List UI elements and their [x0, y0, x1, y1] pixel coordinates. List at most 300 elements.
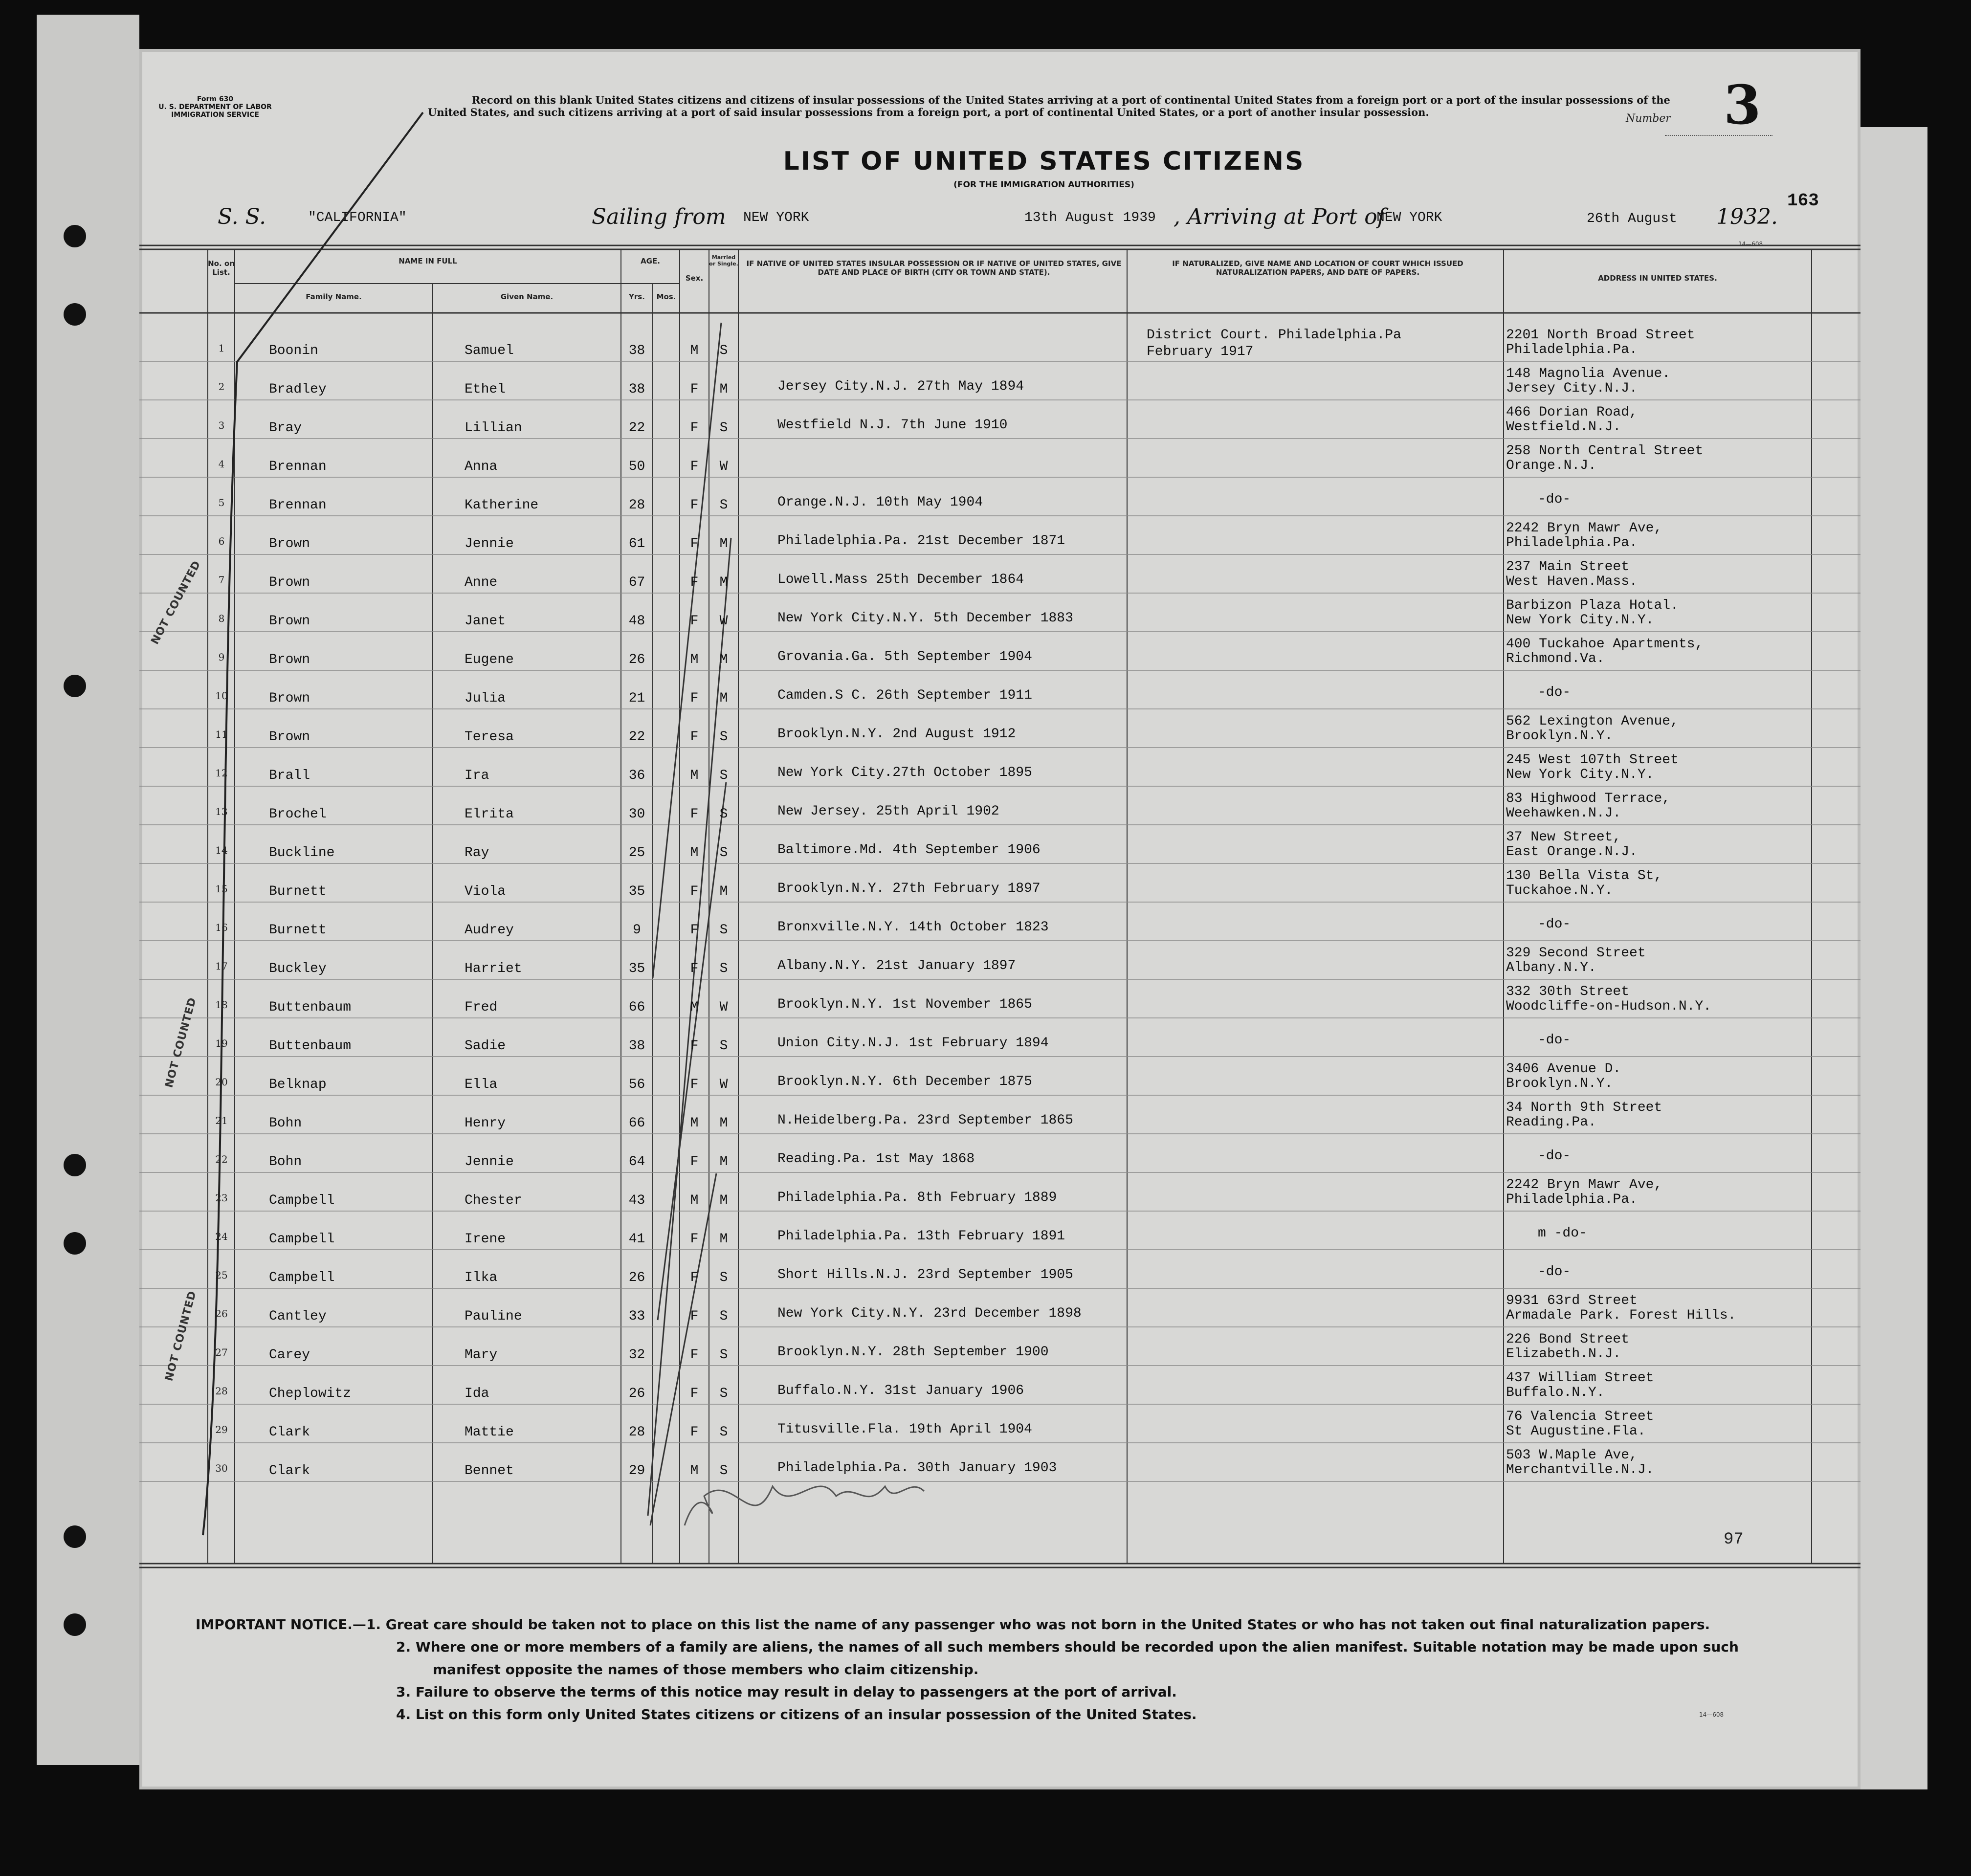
birth-place-date: Philadelphia.Pa. 8th February 1889	[777, 1190, 1057, 1205]
table-row	[139, 825, 1860, 863]
family-name: Boonin	[269, 343, 318, 358]
row-number: 21	[215, 1115, 228, 1126]
row-number: 17	[215, 960, 228, 972]
row-number: 13	[215, 806, 228, 817]
table-row	[139, 1134, 1860, 1172]
given-name: Ella	[465, 1077, 498, 1092]
col-name: NAME IN FULL	[399, 257, 457, 265]
family-name: Brennan	[269, 459, 327, 474]
table-row	[139, 361, 1860, 400]
birth-place-date: Camden.S C. 26th September 1911	[777, 688, 1032, 703]
address-line-2: Reading.Pa.	[1506, 1115, 1596, 1130]
given-name: Ilka	[465, 1270, 498, 1285]
family-name: Bohn	[269, 1154, 302, 1170]
marital-status: S	[719, 923, 728, 938]
address-line-1: 9931 63rd Street	[1506, 1293, 1638, 1308]
sailing-label: Sailing from	[592, 204, 726, 229]
age-years: 56	[628, 1077, 645, 1092]
table-row	[139, 1095, 1860, 1134]
given-name: Samuel	[465, 343, 514, 358]
table-row	[139, 670, 1860, 709]
service: IMMIGRATION SERVICE	[171, 111, 259, 119]
birth-place-date: Lowell.Mass 25th December 1864	[777, 572, 1024, 587]
marital-status: S	[719, 343, 728, 358]
address-line-1: 258 North Central Street	[1506, 443, 1704, 459]
address-line-1: 148 Magnolia Avenue.	[1506, 366, 1671, 381]
age-years: 22	[628, 420, 645, 436]
marital-status: S	[719, 961, 728, 976]
birth-place-date: New York City.N.Y. 5th December 1883	[777, 611, 1073, 626]
table-row	[139, 593, 1860, 632]
family-name: Brown	[269, 614, 310, 629]
sex: F	[690, 884, 699, 899]
marital-status: S	[719, 768, 728, 783]
address-line-1: 34 North 9th Street	[1506, 1100, 1662, 1115]
marital-status: S	[719, 1038, 728, 1054]
family-name: Clark	[269, 1463, 310, 1479]
address-line-1: 437 William Street	[1506, 1370, 1654, 1386]
notice-item-3: 3. Failure to observe the terms of this notice may result in delay to passengers at the port of arrival.	[396, 1684, 1177, 1700]
given-name: Henry	[465, 1116, 506, 1131]
age-years: 35	[628, 884, 645, 899]
birth-place-date: N.Heidelberg.Pa. 23rd September 1865	[777, 1113, 1073, 1128]
address-line-2: Armadale Park. Forest Hills.	[1506, 1308, 1736, 1323]
row-number: 25	[215, 1269, 228, 1281]
address-line-2: Weehawken.N.J.	[1506, 806, 1621, 821]
family-name: Campbell	[269, 1193, 335, 1208]
marital-status: S	[719, 1425, 728, 1440]
birth-place-date: New York City.27th October 1895	[777, 765, 1032, 780]
naturalization-date: February 1917	[1147, 344, 1254, 359]
birth-place-date: Philadelphia.Pa. 30th January 1903	[777, 1460, 1057, 1476]
family-name: Bray	[269, 420, 302, 436]
form-code-bottom: 14—608	[1699, 1711, 1724, 1718]
age-years: 21	[628, 691, 645, 706]
table-row	[139, 748, 1860, 786]
table-row	[139, 1057, 1860, 1095]
birth-place-date: Short Hills.N.J. 23rd September 1905	[777, 1267, 1073, 1282]
row-number: 7	[218, 574, 225, 586]
table-row	[139, 1250, 1860, 1288]
sex: F	[690, 691, 699, 706]
birth-place-date: Jersey City.N.J. 27th May 1894	[777, 379, 1024, 394]
address-line-1: Barbizon Plaza Hotal.	[1506, 598, 1679, 613]
marital-status: S	[719, 729, 728, 745]
col-marital: Married or Single.	[709, 254, 738, 267]
address-line-1: 466 Dorian Road,	[1506, 405, 1638, 420]
marital-status: W	[719, 614, 728, 629]
row-number: 23	[215, 1192, 228, 1204]
marital-status: M	[719, 1232, 728, 1247]
notice-item-2: 2. Where one or more members of a family are aliens, the names of all such members should be recorded upon the alien manifest. Suitable notation may be made upon such	[396, 1639, 1739, 1655]
ship-name: "CALIFORNIA"	[308, 210, 407, 225]
age-years: 28	[628, 1425, 645, 1440]
family-name: Bohn	[269, 1116, 302, 1131]
age-years: 67	[628, 575, 645, 590]
tally: 97	[1724, 1530, 1744, 1549]
family-name: Carey	[269, 1347, 310, 1363]
given-name: Sadie	[465, 1038, 506, 1054]
row-number: 3	[218, 419, 225, 431]
address-line-2: New York City.N.Y.	[1506, 767, 1654, 782]
given-name: Katherine	[465, 498, 539, 513]
birth-place-date: Titusville.Fla. 19th April 1904	[777, 1422, 1032, 1437]
given-name: Elrita	[465, 807, 514, 822]
given-name: Bennet	[465, 1463, 514, 1479]
marital-status: M	[719, 884, 728, 899]
table-row	[139, 477, 1860, 516]
given-name: Ida	[465, 1386, 489, 1401]
age-years: 38	[628, 1038, 645, 1054]
age-years: 22	[628, 729, 645, 745]
age-years: 28	[628, 498, 645, 513]
marital-status: W	[719, 1000, 728, 1015]
age-years: 66	[628, 1000, 645, 1015]
family-name: Buttenbaum	[269, 1038, 352, 1054]
given-name: Julia	[465, 691, 506, 706]
marital-status: S	[719, 1270, 728, 1285]
age-years: 35	[628, 961, 645, 976]
sex: F	[690, 729, 699, 745]
address-line-2: Elizabeth.N.J.	[1506, 1346, 1621, 1362]
given-name: Audrey	[465, 923, 514, 938]
address-line-1: 76 Valencia Street	[1506, 1409, 1654, 1424]
age-years: 26	[628, 1270, 645, 1285]
address-line-2: Brooklyn.N.Y.	[1506, 1076, 1613, 1091]
given-name: Teresa	[465, 729, 514, 745]
birth-place-date: New York City.N.Y. 23rd December 1898	[777, 1306, 1082, 1321]
given-name: Mary	[465, 1347, 498, 1363]
arriving-port: NEW YORK	[1376, 210, 1442, 225]
arriving-year: 1932.	[1716, 204, 1778, 229]
table-row	[139, 554, 1860, 593]
number-label: Number	[1626, 112, 1671, 125]
table-row	[139, 1211, 1860, 1250]
marital-status: M	[719, 1193, 728, 1208]
col-no: No. on List.	[208, 259, 235, 277]
row-number: 22	[215, 1153, 228, 1165]
birth-place-date: Grovania.Ga. 5th September 1904	[777, 649, 1032, 664]
birth-place-date: Buffalo.N.Y. 31st January 1906	[777, 1383, 1024, 1398]
address-line-2: -do-	[1538, 1033, 1571, 1048]
address-line-2: West Haven.Mass.	[1506, 574, 1638, 589]
sex: F	[690, 1386, 699, 1401]
age-years: 38	[628, 382, 645, 397]
given-name: Mattie	[465, 1425, 514, 1440]
family-name: Belknap	[269, 1077, 327, 1092]
sex: F	[690, 1270, 699, 1285]
address-line-2: Woodcliffe-on-Hudson.N.Y.	[1506, 999, 1712, 1014]
birth-place-date: Baltimore.Md. 4th September 1906	[777, 842, 1041, 858]
col-sex: Sex.	[685, 274, 704, 283]
given-name: Jennie	[465, 1154, 514, 1170]
row-number: 4	[218, 458, 225, 470]
marital-status: W	[719, 1077, 728, 1092]
table-row	[139, 786, 1860, 825]
address-line-2: Merchantville.N.J.	[1506, 1462, 1654, 1478]
manifest-page	[139, 49, 1860, 1789]
address-line-2: m -do-	[1538, 1226, 1587, 1241]
row-number: 6	[218, 535, 225, 547]
marital-status: S	[719, 1463, 728, 1479]
address-line-2: Orange.N.J.	[1506, 458, 1596, 473]
family-name: Buckley	[269, 961, 327, 976]
col-mos: Mos.	[656, 292, 676, 301]
sex: F	[690, 420, 699, 436]
arriving-label: , Arriving at Port of	[1174, 204, 1385, 229]
table-row	[139, 1366, 1860, 1404]
binder-hole	[64, 225, 86, 247]
age-years: 50	[628, 459, 645, 474]
family-name: Brown	[269, 575, 310, 590]
family-name: Brown	[269, 729, 310, 745]
sex: F	[690, 382, 699, 397]
family-name: Cantley	[269, 1309, 327, 1324]
given-name: Ethel	[465, 382, 506, 397]
notice-item-1: —1. Great care should be taken not to place on this list the name of any passenger who was not born in the United States or who has not taken out final naturalization papers.	[352, 1616, 1710, 1633]
row-number: 16	[215, 922, 228, 933]
address-line-1: 37 New Street,	[1506, 830, 1621, 845]
sex: F	[690, 1347, 699, 1363]
family-name: Buckline	[269, 845, 335, 861]
birth-place-date: Philadelphia.Pa. 13th February 1891	[777, 1229, 1065, 1244]
family-name: Brochel	[269, 807, 327, 822]
instructions-text: Record on this blank United States citizens and citizens of insular possessions of the United States arriving at a port of continental United States from a foreign port or a port of the insular possessions of the United States, and such citizens arriving at a port of said insular possessions from a foreign port, a port of continental United States, or a port of another insular possession.	[428, 94, 1670, 118]
address-line-2: Philadelphia.Pa.	[1506, 535, 1638, 551]
sheet-number: 3	[1724, 73, 1761, 136]
col-naturalized: IF NATURALIZED, GIVE NAME AND LOCATION OF COURT WHICH ISSUED NATURALIZATION PAPERS, AND DATE OF PAPERS.	[1172, 259, 1463, 277]
notice-item-4: 4. List on this form only United States citizens or citizens of an insular possession of the United States.	[396, 1706, 1197, 1722]
given-name: Eugene	[465, 652, 514, 667]
row-number: 30	[215, 1462, 228, 1474]
sex: F	[690, 1077, 699, 1092]
given-name: Ira	[465, 768, 489, 783]
family-name: Buttenbaum	[269, 1000, 352, 1015]
address-line-2: Richmond.Va.	[1506, 651, 1605, 666]
family-name: Bradley	[269, 382, 327, 397]
marital-status: M	[719, 1154, 728, 1170]
address-line-1: 329 Second Street	[1506, 946, 1646, 961]
address-line-2: Buffalo.N.Y.	[1506, 1385, 1605, 1400]
address-line-1: 226 Bond Street	[1506, 1332, 1630, 1347]
row-number: 26	[215, 1308, 228, 1320]
address-line-2: Albany.N.Y.	[1506, 960, 1596, 975]
sex: M	[690, 768, 699, 783]
sex: F	[690, 614, 699, 629]
arriving-date: 26th August	[1587, 211, 1677, 226]
address-line-1: 237 Main Street	[1506, 559, 1630, 574]
given-name: Irene	[465, 1232, 506, 1247]
address-line-2: Westfield.N.J.	[1506, 419, 1621, 435]
marital-status: M	[719, 691, 728, 706]
col-family: Family Name.	[306, 292, 362, 301]
table-row	[139, 979, 1860, 1018]
age-years: 9	[633, 923, 641, 938]
sex: M	[690, 845, 699, 861]
table-row	[139, 709, 1860, 748]
age-years: 33	[628, 1309, 645, 1324]
important-notice	[196, 1613, 1858, 1726]
birth-place-date: Albany.N.Y. 21st January 1897	[777, 958, 1016, 973]
sex: F	[690, 459, 699, 474]
row-number: 10	[215, 690, 228, 702]
address-line-1: 503 W.Maple Ave,	[1506, 1448, 1638, 1463]
age-years: 30	[628, 807, 645, 822]
row-number: 19	[215, 1037, 228, 1049]
page-stamp: 163	[1787, 191, 1819, 211]
age-years: 43	[628, 1193, 645, 1208]
birth-place-date: Brooklyn.N.Y. 1st November 1865	[777, 997, 1032, 1012]
given-name: Janet	[465, 614, 506, 629]
address-line-1: 332 30th Street	[1506, 984, 1630, 999]
given-name: Fred	[465, 1000, 498, 1015]
table-row	[139, 863, 1860, 902]
address-line-2: Brooklyn.N.Y.	[1506, 728, 1613, 744]
family-name: Brall	[269, 768, 310, 783]
binder-hole	[64, 675, 86, 697]
row-number: 14	[215, 844, 228, 856]
address-line-2: Philadelphia.Pa.	[1506, 1192, 1638, 1207]
table-row	[139, 1288, 1860, 1327]
address-line-2: St Augustine.Fla.	[1506, 1424, 1646, 1439]
age-years: 61	[628, 536, 645, 552]
family-name: Brown	[269, 536, 310, 552]
table-row	[139, 1327, 1860, 1366]
row-number: 1	[218, 342, 225, 354]
page-subtitle: (FOR THE IMMIGRATION AUTHORITIES)	[953, 180, 1134, 190]
family-name: Brown	[269, 652, 310, 667]
address-line-1: 83 Highwood Terrace,	[1506, 791, 1671, 806]
sex: F	[690, 1425, 699, 1440]
table-row	[139, 400, 1860, 439]
birth-place-date: New Jersey. 25th April 1902	[777, 804, 999, 819]
birth-place-date: Orange.N.J. 10th May 1904	[777, 495, 983, 510]
address-line-2: East Orange.N.J.	[1506, 844, 1638, 860]
address-line-2: -do-	[1538, 917, 1571, 932]
age-years: 64	[628, 1154, 645, 1170]
marital-status: S	[719, 845, 728, 861]
table-row	[139, 1018, 1860, 1057]
given-name: Pauline	[465, 1309, 522, 1324]
sailing-date: 13th August 1939	[1024, 210, 1156, 225]
marital-status: M	[719, 1116, 728, 1131]
birth-place-date: Union City.N.J. 1st February 1894	[777, 1036, 1049, 1051]
sex: F	[690, 1038, 699, 1054]
address-line-2: -do-	[1538, 685, 1571, 700]
col-birth: IF NATIVE OF UNITED STATES INSULAR POSSESSION OR IF NATIVE OF UNITED STATES, GIVE DATE AND PLACE OF BIRTH (CITY OR TOWN AND STATE).	[746, 259, 1122, 277]
given-name: Jennie	[465, 536, 514, 552]
marital-status: M	[719, 536, 728, 552]
naturalization-court: District Court. Philadelphia.Pa	[1147, 328, 1401, 343]
col-given: Given Name.	[500, 292, 554, 301]
sex: F	[690, 575, 699, 590]
age-years: 32	[628, 1347, 645, 1363]
binder-hole	[64, 1232, 86, 1255]
table-row	[139, 516, 1860, 554]
sex: F	[690, 1232, 699, 1247]
family-name: Cheplowitz	[269, 1386, 352, 1401]
notice-line-1	[196, 1613, 1858, 1636]
sex: F	[690, 498, 699, 513]
table-row	[139, 323, 1860, 361]
table-row	[139, 439, 1860, 477]
row-number: 15	[215, 883, 228, 895]
row-number: 2	[218, 381, 225, 393]
table-row	[139, 632, 1860, 670]
binder-hole	[64, 1613, 86, 1636]
binder-hole	[64, 303, 86, 326]
age-years: 48	[628, 614, 645, 629]
address-line-2: -do-	[1538, 1148, 1571, 1164]
row-number: 28	[215, 1385, 228, 1397]
given-name: Lillian	[465, 420, 522, 436]
age-years: 38	[628, 343, 645, 358]
given-name: Harriet	[465, 961, 522, 976]
family-name: Burnett	[269, 923, 327, 938]
age-years: 26	[628, 652, 645, 667]
sex: M	[690, 652, 699, 667]
family-name: Brown	[269, 691, 310, 706]
binder-hole	[64, 1525, 86, 1548]
sex: F	[690, 1154, 699, 1170]
row-number: 18	[215, 999, 228, 1011]
birth-place-date: Philadelphia.Pa. 21st December 1871	[777, 533, 1065, 549]
not-counted-stamp: NOT COUNTED	[163, 1289, 199, 1383]
sex: M	[690, 1463, 699, 1479]
family-name: Campbell	[269, 1232, 335, 1247]
row-number: 24	[215, 1231, 228, 1242]
sex: M	[690, 343, 699, 358]
sex: M	[690, 1193, 699, 1208]
sex: M	[690, 1000, 699, 1015]
marital-status: S	[719, 420, 728, 436]
marital-status: S	[719, 807, 728, 822]
left-paper-edge	[37, 15, 139, 1765]
marital-status: M	[719, 575, 728, 590]
row-number: 5	[218, 497, 225, 508]
table-row	[139, 1172, 1860, 1211]
age-years: 66	[628, 1116, 645, 1131]
address-line-2: -do-	[1538, 492, 1571, 507]
ss-label: S. S.	[218, 204, 266, 229]
sex: F	[690, 1309, 699, 1324]
sex: F	[690, 923, 699, 938]
binder-hole	[64, 1154, 86, 1176]
address-line-1: 130 Bella Vista St,	[1506, 868, 1662, 883]
table-row	[139, 902, 1860, 941]
address-line-2: -do-	[1538, 1264, 1571, 1280]
row-number: 29	[215, 1424, 228, 1435]
birth-place-date: Westfield N.J. 7th June 1910	[777, 418, 1008, 433]
birth-place-date: Bronxville.N.Y. 14th October 1823	[777, 920, 1049, 935]
address-line-2: New York City.N.Y.	[1506, 613, 1654, 628]
col-address: ADDRESS IN UNITED STATES.	[1598, 274, 1717, 283]
age-years: 29	[628, 1463, 645, 1479]
birth-place-date: Brooklyn.N.Y. 27th February 1897	[777, 881, 1041, 896]
sex: F	[690, 961, 699, 976]
family-name: Brennan	[269, 498, 327, 513]
col-age: AGE.	[641, 257, 660, 265]
marital-status: S	[719, 1347, 728, 1363]
row-number: 11	[215, 728, 228, 740]
row-number: 9	[218, 651, 225, 663]
notice-item-2b: manifest opposite the names of those members who claim citizenship.	[433, 1661, 979, 1677]
age-years: 26	[628, 1386, 645, 1401]
address-line-2: Jersey City.N.J.	[1506, 381, 1638, 396]
family-name: Clark	[269, 1425, 310, 1440]
given-name: Viola	[465, 884, 506, 899]
form-code-top: 14—608	[1738, 241, 1763, 247]
